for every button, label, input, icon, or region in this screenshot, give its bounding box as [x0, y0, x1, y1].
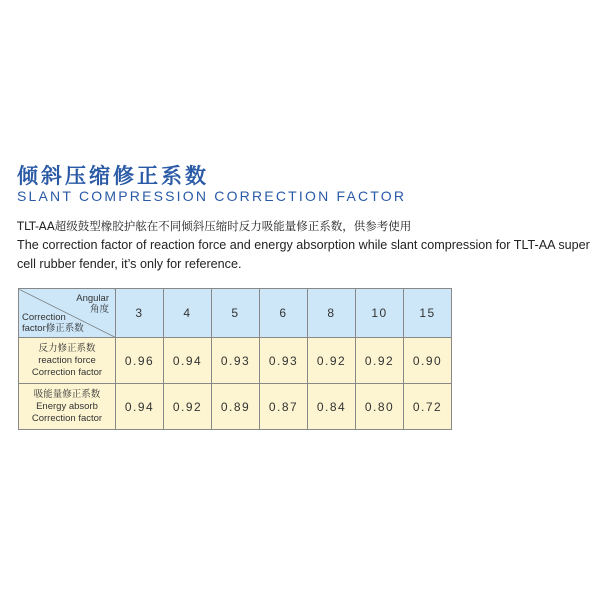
- row-label-cn: 吸能量修正系数: [33, 388, 101, 400]
- angle-header: 3: [116, 289, 164, 338]
- angle-header: 5: [212, 289, 260, 338]
- value-cell: 0.92: [356, 338, 404, 384]
- angle-header: 10: [356, 289, 404, 338]
- title-cn: 倾斜压缩修正系数: [17, 164, 209, 188]
- value-cell: 0.80: [356, 384, 404, 430]
- value-cell: 0.89: [212, 384, 260, 430]
- value-cell: 0.90: [404, 338, 452, 384]
- row-label: [19, 338, 116, 384]
- row-label-en: Energy absorb: [36, 400, 98, 412]
- row-label-en: Correction factor: [31, 412, 103, 424]
- table-row: [19, 384, 452, 430]
- header-row: [19, 289, 452, 338]
- angular-label: Angular: [76, 293, 109, 304]
- row-label-cn: 反力修正系数: [38, 342, 96, 354]
- angular-label-cn: 角度: [89, 304, 109, 315]
- row-label-en: reaction force: [38, 354, 96, 366]
- value-cell: 0.93: [212, 338, 260, 384]
- value-cell: 0.96: [116, 338, 164, 384]
- value-cell: 0.93: [260, 338, 308, 384]
- description-cn: TLT-AA超级鼓型橡胶护舷在不同倾斜压缩时反力吸能量修正系数，供参考使用: [17, 219, 412, 233]
- angle-header: 6: [260, 289, 308, 338]
- correction-factor-table: [18, 288, 452, 430]
- value-cell: 0.84: [308, 384, 356, 430]
- value-cell: 0.87: [260, 384, 308, 430]
- factor-label: factor修正系数: [22, 323, 84, 334]
- angle-header: 4: [164, 289, 212, 338]
- value-cell: 0.92: [164, 384, 212, 430]
- description-en: The correction factor of reaction force and energy absorption while slant compression for TLT-AA super cell rubber fender, it’s only for reference.: [17, 238, 590, 271]
- table-row: [19, 338, 452, 384]
- value-cell: 0.92: [308, 338, 356, 384]
- value-cell: 0.72: [404, 384, 452, 430]
- corner-header-cell: [19, 289, 116, 338]
- row-label-en: Correction factor: [31, 366, 103, 378]
- value-cell: 0.94: [164, 338, 212, 384]
- angle-header: 15: [404, 289, 452, 338]
- angle-header: 8: [308, 289, 356, 338]
- correction-label: Correction: [22, 312, 66, 323]
- title-en: SLANT COMPRESSION CORRECTION FACTOR: [17, 188, 407, 204]
- value-cell: 0.94: [116, 384, 164, 430]
- row-label: [19, 384, 116, 430]
